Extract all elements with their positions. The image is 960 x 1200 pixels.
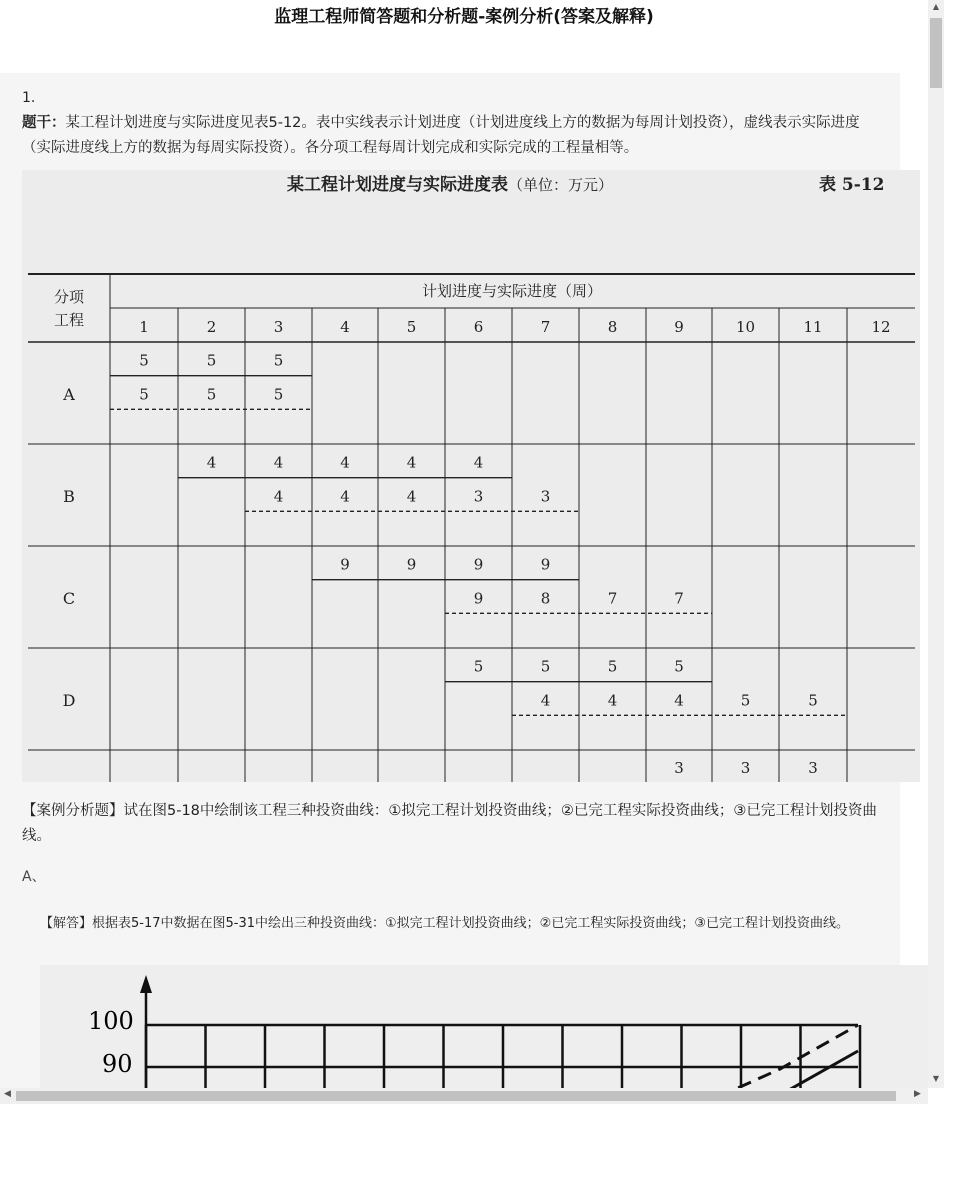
y-axis-arrow-icon	[140, 975, 152, 993]
plan-value: 5	[540, 657, 551, 676]
vertical-scrollbar[interactable]	[928, 0, 944, 1088]
content-viewport	[0, 28, 928, 1088]
actual-value: 5	[740, 691, 751, 710]
table-title: 某工程计划进度与实际进度表	[287, 175, 508, 195]
plan-value: 5	[674, 657, 684, 676]
answer-explanation: 【解答】根据表5-17中数据在图5-31中绘出三种投资曲线：①拟完工程计划投资曲线；②已完工程实际投资曲线；③已完工程计划投资曲线。	[40, 916, 849, 931]
row-label: C	[62, 589, 76, 609]
scroll-right-icon[interactable]: ▶	[914, 1089, 921, 1099]
horizontal-scroll-thumb[interactable]	[16, 1091, 896, 1101]
row-label: B	[63, 487, 75, 507]
week-header: 8	[607, 318, 618, 336]
page-title: 监理工程师简答题和分析题-案例分析(答案及解释)	[274, 7, 654, 27]
plan-value: 4	[340, 453, 350, 472]
actual-value: 5	[808, 691, 818, 710]
week-header: 11	[803, 318, 823, 336]
question-card	[0, 73, 900, 1088]
scroll-up-icon[interactable]: ▲	[932, 2, 940, 11]
scroll-left-icon[interactable]: ◀	[4, 1089, 11, 1099]
row-header-line1: 分项	[53, 288, 85, 306]
plan-value: 9	[540, 555, 551, 574]
week-header: 10	[735, 318, 756, 336]
actual-value: 4	[340, 487, 350, 506]
plan-value: 5	[607, 657, 618, 676]
actual-value: 5	[206, 385, 217, 404]
schedule-table	[22, 170, 920, 782]
plan-value: 5	[139, 351, 149, 370]
actual-value: 3	[473, 487, 484, 506]
vertical-scroll-thumb[interactable]	[930, 18, 942, 88]
week-header: 5	[406, 318, 417, 336]
week-header: 2	[206, 318, 217, 336]
answer-option: A、	[22, 869, 46, 885]
row-label: D	[62, 691, 76, 711]
stem-text: 某工程计划进度与实际进度见表5-12。表中实线表示计划进度（计划进度线上方的数据为每周计划投资），虚线表示实际进度（实际进度线上方的数据为每周实际投资）。各分项工程每周计划完成和实际完成的工程量相等。	[22, 115, 860, 156]
week-header: 9	[674, 318, 684, 336]
actual-value: 4	[406, 487, 417, 506]
y-label-90: 90	[102, 1050, 133, 1078]
scroll-down-icon[interactable]: ▼	[932, 1074, 940, 1083]
table-ref: 表 5-12	[819, 175, 885, 195]
table-unit: （单位：万元）	[508, 176, 614, 194]
row-label: A	[63, 385, 75, 405]
y-label-100: 100	[88, 1007, 134, 1035]
week-header: 12	[871, 318, 891, 336]
plan-value: 3	[674, 759, 684, 777]
plan-value: 5	[473, 657, 484, 676]
plan-value: 9	[406, 555, 417, 574]
stem-label: 题干：	[22, 115, 66, 131]
actual-value: 5	[273, 385, 284, 404]
question-stem	[22, 111, 884, 161]
plan-value: 9	[340, 555, 350, 574]
column-group-header: 计划进度与实际进度（周）	[421, 282, 603, 300]
actual-value: 4	[674, 691, 684, 710]
actual-value: 4	[540, 691, 551, 710]
investment-curve-image	[40, 965, 928, 1088]
week-header: 7	[540, 318, 551, 336]
plan-value: 5	[273, 351, 284, 370]
plan-value: 4	[206, 453, 217, 472]
case-question: 【案例分析题】试在图5-18中绘制该工程三种投资曲线：①拟完工程计划投资曲线；②已完工程实际投资曲线；③已完工程计划投资曲线。	[22, 803, 877, 844]
plan-value: 3	[808, 759, 818, 777]
actual-value: 4	[607, 691, 618, 710]
week-header: 1	[139, 318, 149, 336]
schedule-table-image	[22, 170, 920, 782]
investment-curve-chart	[40, 965, 928, 1088]
plan-value: 3	[740, 759, 751, 777]
actual-value: 8	[540, 589, 551, 608]
horizontal-scrollbar[interactable]	[0, 1088, 928, 1104]
question-number: 1.	[22, 90, 36, 106]
week-header: 3	[273, 318, 284, 336]
plan-value: 4	[273, 453, 284, 472]
plan-value: 9	[473, 555, 484, 574]
actual-value: 3	[540, 487, 551, 506]
week-header: 4	[340, 318, 350, 336]
actual-value: 7	[674, 589, 684, 608]
actual-value: 9	[473, 589, 484, 608]
row-header-line2: 工程	[53, 311, 85, 329]
plan-value: 4	[473, 453, 484, 472]
actual-value: 7	[607, 589, 618, 608]
week-header: 6	[473, 318, 484, 336]
actual-value: 4	[273, 487, 284, 506]
plan-value: 4	[406, 453, 417, 472]
actual-value: 5	[139, 385, 149, 404]
plan-value: 5	[206, 351, 217, 370]
